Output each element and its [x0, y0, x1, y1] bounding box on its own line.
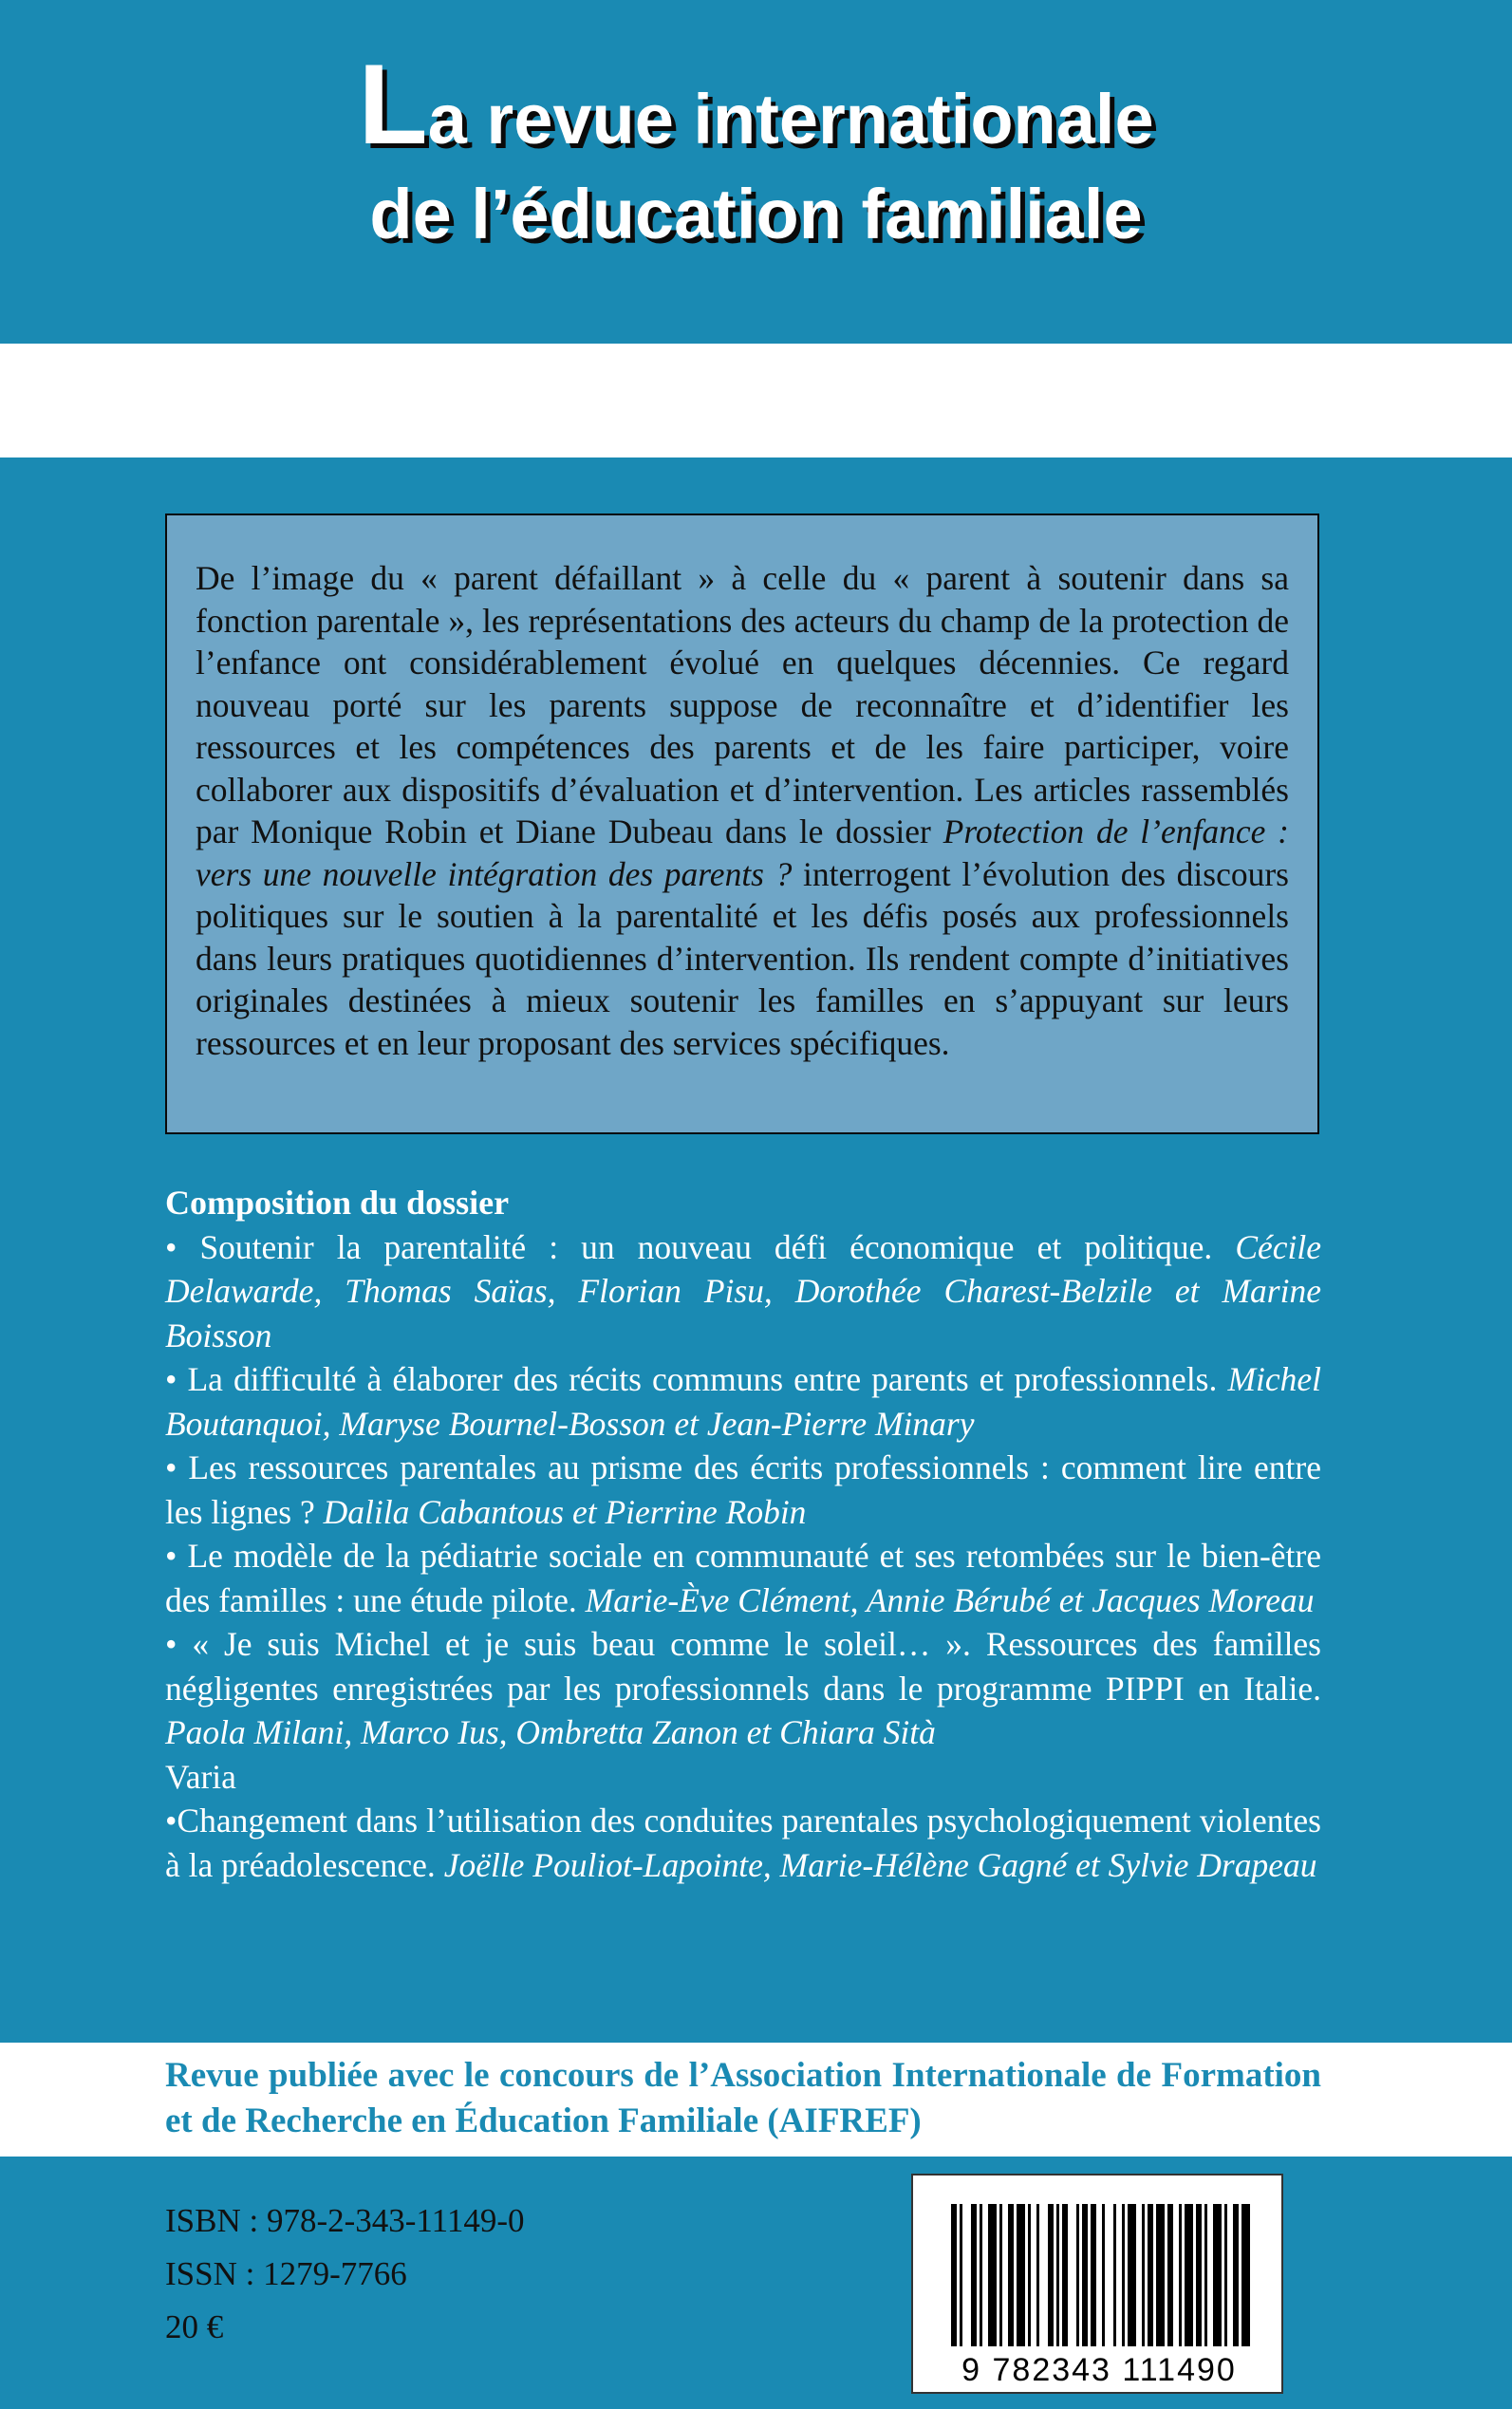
- barcode-digits: 9 782343 111490: [961, 2352, 1237, 2388]
- summary-text-start: De l’image du « parent défaillant » à celle du « parent à soutenir dans sa fonction parentale », les représentations des acteurs du champ de la protection de l’enfance ont considérablement évolué en quelques décennies. Ce regard nouveau porté sur les parents suppose de reconnaître et d’identifier les ressources et les compétences des parents et de les faire participer, voire collaborer aux dispositifs d’évaluation et d’intervention. Les articles rassemblés par Monique Robin et Diane Dubeau dans le dossier: [196, 559, 1289, 850]
- isbn: ISBN : 978-2-343-11149-0: [165, 2202, 525, 2239]
- barcode-bar: [1091, 2204, 1096, 2346]
- article-title: • Le modèle de la pédiatrie sociale en communauté et ses retombées sur le bien-être des familles : une étude pilote.: [165, 1537, 1321, 1619]
- composition-item: [165, 1622, 1321, 1755]
- barcode-bar: [1167, 2204, 1173, 2346]
- article-authors: Joëlle Pouliot-Lapointe, Marie-Hélène Gagné et Sylvie Drapeau: [443, 1845, 1317, 1884]
- identifier-block: [165, 2194, 525, 2354]
- barcode-bar: [1036, 2204, 1039, 2346]
- barcode: [911, 2174, 1283, 2394]
- composition-item: [165, 1446, 1321, 1534]
- article-authors: Marie-Ève Clément, Annie Bérubé et Jacques Moreau: [585, 1580, 1315, 1619]
- title-line-1-rest: a revue internationale: [427, 80, 1154, 159]
- article-title: •Changement dans l’utilisation des conduites parentales psychologiquement violentes à la préadolescence.: [165, 1802, 1321, 1884]
- article-title: • Soutenir la parentalité : un nouveau défi économique et politique.: [165, 1227, 1236, 1266]
- composition-item: [165, 1357, 1321, 1446]
- article-title: • Les ressources parentales au prisme des écrits professionnels : comment lire entre les lignes ?: [165, 1448, 1321, 1531]
- barcode-bar: [1156, 2204, 1165, 2346]
- barcode-bar: [1076, 2204, 1079, 2346]
- barcode-bar: [1204, 2204, 1207, 2346]
- barcode-bar: [1233, 2204, 1239, 2346]
- varia-label: Varia: [165, 1757, 236, 1796]
- barcode-bar: [1196, 2204, 1202, 2346]
- barcode-bar: [1213, 2204, 1222, 2346]
- composition-item: [165, 1534, 1321, 1622]
- barcode-bar: [1056, 2204, 1059, 2346]
- barcode-bar: [980, 2204, 982, 2346]
- barcode-bar: [960, 2204, 962, 2346]
- title-initial: L: [358, 41, 428, 168]
- article-authors: Dalila Cabantous et Pierrine Robin: [323, 1492, 807, 1531]
- barcode-bar: [1148, 2204, 1153, 2346]
- barcode-bar: [1185, 2204, 1193, 2346]
- dossier-title: Protection de l’enfance : vers une nouvelle intégration des parents ?: [196, 812, 1289, 893]
- barcode-bar: [1008, 2204, 1014, 2346]
- barcode-bar: [1017, 2204, 1025, 2346]
- barcode-bar: [1113, 2204, 1116, 2346]
- barcode-bar: [1142, 2204, 1145, 2346]
- article-authors: Paola Milani, Marco Ius, Ombretta Zanon et Chiara Sità: [165, 1713, 936, 1751]
- summary-box: [165, 514, 1319, 1134]
- composition-section: [165, 1181, 1321, 1887]
- barcode-bar: [1224, 2204, 1227, 2346]
- barcode-bar: [1062, 2204, 1068, 2346]
- article-title: • La difficulté à élaborer des récits communs entre parents et professionnels.: [165, 1360, 1228, 1398]
- barcode-bar: [1241, 2204, 1250, 2346]
- barcode-bar: [1179, 2204, 1182, 2346]
- publisher-note: Revue publiée avec le concours de l’Association Internationale de Formation et de Recherche en Éducation Familiale (AIFREF): [165, 2056, 1321, 2140]
- summary-text-end: interrogent l’évolution des discours politiques sur le soutien à la parentalité et les défis posés aux professionnels dans leurs pratiques quotidiennes d’intervention. Ils rendent compte d’initiatives originales destinées à mieux soutenir les familles en s’appuyant sur leurs ressources et en leur proposant des services spécifiques.: [196, 854, 1289, 1062]
- barcode-bar: [1028, 2204, 1031, 2346]
- barcode-bar: [988, 2204, 997, 2346]
- barcode-bar: [999, 2204, 1002, 2346]
- article-title: • « Je suis Michel et je suis beau comme le soleil… ». Ressources des familles négligentes enregistrées par les professionnels dans le programme PIPPI en Italie.: [165, 1625, 1321, 1708]
- composition-item: [165, 1799, 1321, 1887]
- barcode-bar: [951, 2204, 957, 2346]
- white-divider-top: [0, 344, 1512, 458]
- title-line-1: [0, 41, 1512, 168]
- barcode-bar: [971, 2204, 977, 2346]
- journal-title: [0, 41, 1512, 262]
- title-line-2: de l’éducation familiale: [369, 175, 1143, 253]
- barcode-bar: [1082, 2204, 1088, 2346]
- barcode-bar: [1102, 2204, 1105, 2346]
- article-authors: Michel Boutanquoi, Maryse Bournel-Bosson et Jean-Pierre Minary: [165, 1360, 1321, 1443]
- price: 20 €: [165, 2308, 224, 2345]
- barcode-bar: [1128, 2204, 1136, 2346]
- composition-heading: Composition du dossier: [165, 1184, 510, 1222]
- issn: ISSN : 1279-7766: [165, 2255, 407, 2292]
- summary-text: [196, 557, 1289, 1064]
- barcode-bar: [1122, 2204, 1125, 2346]
- barcode-bar: [1048, 2204, 1054, 2346]
- composition-item: [165, 1225, 1321, 1358]
- article-authors: Cécile Delawarde, Thomas Saïas, Florian Pisu, Dorothée Charest-Belzile et Marine Boisson: [165, 1227, 1321, 1354]
